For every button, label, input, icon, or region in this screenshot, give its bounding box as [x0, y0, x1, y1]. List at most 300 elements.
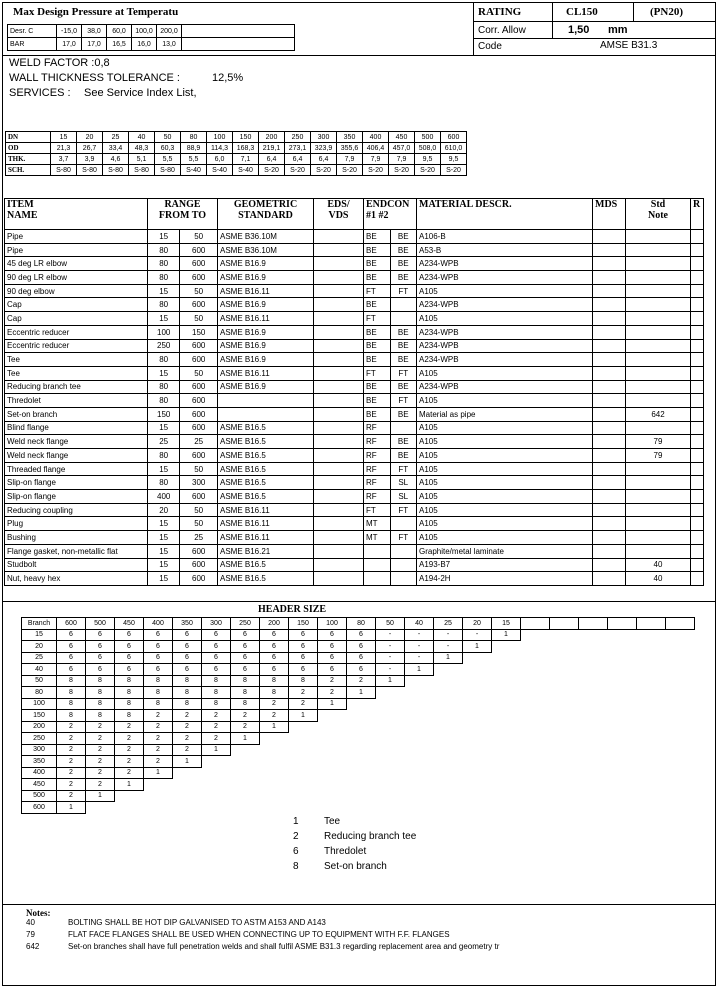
dimension-cell: 48,3	[129, 143, 155, 154]
blank-cell	[666, 687, 695, 699]
mds	[593, 572, 626, 586]
blank-cell	[260, 802, 289, 814]
branch-fitting-cell: 2	[115, 744, 144, 756]
dimension-cell: S-80	[77, 165, 103, 176]
endcon-2	[390, 421, 417, 435]
blank-cell	[289, 790, 318, 802]
branch-fitting-cell: 2	[202, 710, 231, 722]
branch-fitting-cell: 2	[173, 710, 202, 722]
eds-vds	[314, 243, 364, 257]
endcon-1: BE	[364, 325, 391, 339]
item-name: Set-on branch	[5, 407, 148, 421]
r-col	[691, 394, 704, 408]
blank-cell	[637, 779, 666, 791]
blank-cell	[405, 698, 434, 710]
material-descr: A105	[417, 462, 593, 476]
dimension-cell: S-20	[311, 165, 337, 176]
branch-fitting-cell: 2	[347, 675, 376, 687]
header-size-cell: 15	[492, 618, 521, 630]
temp-cell: 60,0	[107, 25, 132, 38]
blank-cell	[579, 652, 608, 664]
blank-cell	[637, 756, 666, 768]
legend-code: 2	[293, 831, 299, 842]
blank-cell	[434, 802, 463, 814]
col-range: RANGE	[164, 199, 201, 210]
range-to: 50	[180, 366, 218, 380]
branch-fitting-cell: 6	[115, 664, 144, 676]
blank-cell	[434, 767, 463, 779]
dimension-cell: 15	[51, 132, 77, 143]
material-descr: A105	[417, 476, 593, 490]
component-table	[4, 198, 704, 586]
legend-item	[293, 846, 367, 857]
branch-fitting-cell: 1	[492, 629, 521, 641]
mds	[593, 380, 626, 394]
blank-cell	[260, 767, 289, 779]
branch-fitting-cell: 6	[173, 629, 202, 641]
branch-fitting-cell: -	[463, 629, 492, 641]
item-name: Blind flange	[5, 421, 148, 435]
std-note	[626, 230, 691, 244]
note-code: 79	[26, 930, 35, 939]
branch-size-cell: 80	[22, 687, 57, 699]
blank-cell	[463, 756, 492, 768]
blank-cell	[492, 641, 521, 653]
range-to: 600	[180, 449, 218, 463]
blank-cell	[318, 802, 347, 814]
r-col	[691, 476, 704, 490]
header-size-cell: 25	[434, 618, 463, 630]
blank-cell	[637, 744, 666, 756]
blank-cell	[492, 779, 521, 791]
blank-cell	[521, 652, 550, 664]
blank-cell	[434, 698, 463, 710]
blank-cell	[463, 652, 492, 664]
dimension-cell: 80	[181, 132, 207, 143]
eds-vds	[314, 476, 364, 490]
mds	[593, 558, 626, 572]
blank-cell	[637, 710, 666, 722]
pressure-cell: 17,0	[57, 38, 82, 51]
dimension-cell: 400	[363, 132, 389, 143]
endcon-1: BE	[364, 380, 391, 394]
branch-header-row	[22, 618, 695, 630]
branch-fitting-cell: 2	[289, 698, 318, 710]
wall-thickness-label: WALL THICKNESS TOLERANCE :	[9, 72, 180, 84]
eds-vds	[314, 394, 364, 408]
blank-cell	[260, 779, 289, 791]
mds	[593, 325, 626, 339]
endcon-2: FT	[390, 503, 417, 517]
blank-cell	[579, 779, 608, 791]
blank-cell	[637, 652, 666, 664]
eds-vds	[314, 271, 364, 285]
blank-cell	[376, 698, 405, 710]
branch-fitting-cell: 2	[57, 756, 86, 768]
mds	[593, 531, 626, 545]
blank-cell	[492, 652, 521, 664]
branch-size-cell: 200	[22, 721, 57, 733]
blank-cell	[579, 756, 608, 768]
range-from: 400	[148, 490, 180, 504]
blank-cell	[318, 779, 347, 791]
dimension-cell: S-40	[207, 165, 233, 176]
material-descr: A194-2H	[417, 572, 593, 586]
dimension-cell: 33,4	[103, 143, 129, 154]
blank-cell	[405, 767, 434, 779]
blank-cell	[405, 756, 434, 768]
blank-cell	[666, 744, 695, 756]
material-descr: A53-B	[417, 243, 593, 257]
branch-fitting-cell: 1	[57, 802, 86, 814]
eds-vds	[314, 572, 364, 586]
branch-row	[22, 721, 695, 733]
endcon-2: BE	[390, 257, 417, 271]
mds	[593, 517, 626, 531]
std-note: 79	[626, 449, 691, 463]
geometric-standard: ASME B16.5	[218, 490, 314, 504]
branch-size-cell: 250	[22, 733, 57, 745]
std-note: 642	[626, 407, 691, 421]
blank-cell	[666, 629, 695, 641]
std-note	[626, 257, 691, 271]
branch-fitting-cell: 6	[347, 664, 376, 676]
std-note	[626, 366, 691, 380]
range-from: 80	[148, 449, 180, 463]
r-col	[691, 503, 704, 517]
blank-cell	[318, 733, 347, 745]
branch-row	[22, 641, 695, 653]
range-to: 600	[180, 298, 218, 312]
blank-cell	[376, 779, 405, 791]
wall-thickness-value: 12,5%	[212, 72, 244, 84]
blank-cell	[492, 790, 521, 802]
endcon-1: BE	[364, 394, 391, 408]
notes-section	[26, 908, 500, 954]
pressure-cell: 16,0	[132, 38, 157, 51]
material-descr: A105	[417, 284, 593, 298]
branch-fitting-cell: 6	[318, 629, 347, 641]
branch-fitting-cell: 1	[318, 698, 347, 710]
blank-cell	[608, 629, 637, 641]
blank-cell	[608, 710, 637, 722]
geometric-standard: ASME B16.9	[218, 380, 314, 394]
material-descr: A234-WPB	[417, 271, 593, 285]
std-note	[626, 271, 691, 285]
blank-cell	[289, 721, 318, 733]
blank-cell	[579, 675, 608, 687]
geometric-standard: ASME B16.21	[218, 544, 314, 558]
dimension-cell: 21,3	[51, 143, 77, 154]
branch-fitting-cell: 6	[260, 664, 289, 676]
endcon-2: BE	[390, 339, 417, 353]
blank-cell	[550, 767, 579, 779]
branch-fitting-cell: 2	[57, 721, 86, 733]
blank-cell	[347, 710, 376, 722]
geometric-standard: ASME B16.5	[218, 462, 314, 476]
blank-cell	[579, 744, 608, 756]
blank-cell	[666, 641, 695, 653]
branch-fitting-cell: 6	[260, 641, 289, 653]
blank-cell	[521, 641, 550, 653]
blank-cell	[637, 698, 666, 710]
range-from: 80	[148, 298, 180, 312]
eds-vds	[314, 257, 364, 271]
blank-cell	[550, 756, 579, 768]
blank-cell	[492, 687, 521, 699]
blank-cell	[318, 767, 347, 779]
col-r: R	[693, 199, 701, 210]
dimension-cell: 26,7	[77, 143, 103, 154]
branch-fitting-cell: 6	[260, 652, 289, 664]
endcon-2: BE	[390, 271, 417, 285]
dimension-label: OD	[6, 143, 51, 154]
blank-cell	[521, 721, 550, 733]
blank-cell	[521, 744, 550, 756]
branch-size-cell: 500	[22, 790, 57, 802]
endcon-2: BE	[390, 230, 417, 244]
component-row	[5, 366, 704, 380]
item-name: Pipe	[5, 243, 148, 257]
blank-cell	[608, 698, 637, 710]
note-code: 40	[26, 918, 35, 927]
branch-fitting-cell: 8	[231, 675, 260, 687]
range-from: 100	[148, 325, 180, 339]
item-name: Weld neck flange	[5, 449, 148, 463]
branch-size-cell: 600	[22, 802, 57, 814]
bar-label: BAR	[8, 38, 57, 51]
blank-cell	[173, 802, 202, 814]
component-row	[5, 517, 704, 531]
blank-cell	[666, 779, 695, 791]
dimension-label: DN	[6, 132, 51, 143]
blank-cell	[173, 767, 202, 779]
std-note	[626, 394, 691, 408]
item-name: Pipe	[5, 230, 148, 244]
dimension-cell: 40	[129, 132, 155, 143]
col-standard: STANDARD	[238, 210, 293, 221]
geometric-standard: ASME B16.9	[218, 353, 314, 367]
range-from: 15	[148, 558, 180, 572]
rating-vline	[552, 2, 553, 38]
dimension-cell: 88,9	[181, 143, 207, 154]
endcon-2	[390, 312, 417, 326]
dimension-cell: S-20	[389, 165, 415, 176]
blank-cell	[521, 710, 550, 722]
dimension-row	[6, 154, 467, 165]
dimension-cell: S-20	[285, 165, 311, 176]
blank-cell	[637, 733, 666, 745]
r-col	[691, 462, 704, 476]
branch-fitting-cell: 8	[202, 675, 231, 687]
branch-fitting-cell: 6	[289, 664, 318, 676]
endcon-2: BE	[390, 435, 417, 449]
std-note	[626, 339, 691, 353]
branch-fitting-cell: 1	[347, 687, 376, 699]
blank-cell	[666, 767, 695, 779]
range-to: 25	[180, 531, 218, 545]
blank-cell	[550, 687, 579, 699]
geometric-standard: ASME B16.9	[218, 271, 314, 285]
corr-label: Corr. Allow	[478, 25, 526, 36]
branch-row	[22, 802, 695, 814]
geometric-standard: ASME B16.11	[218, 366, 314, 380]
std-note	[626, 325, 691, 339]
branch-fitting-cell: 6	[173, 664, 202, 676]
eds-vds	[314, 298, 364, 312]
blank-cell	[492, 675, 521, 687]
col-endcon-nums: #1 #2	[366, 210, 389, 221]
item-name: Eccentric reducer	[5, 339, 148, 353]
branch-size-cell: 150	[22, 710, 57, 722]
col-item: ITEM	[7, 199, 34, 210]
geometric-standard: ASME B16.11	[218, 517, 314, 531]
branch-fitting-cell: 6	[289, 629, 318, 641]
range-from: 15	[148, 312, 180, 326]
blank-cell	[202, 756, 231, 768]
branch-fitting-cell: 6	[115, 629, 144, 641]
range-from: 150	[148, 407, 180, 421]
blank-cell	[579, 733, 608, 745]
branch-row	[22, 664, 695, 676]
blank-cell	[521, 767, 550, 779]
blank-cell	[376, 802, 405, 814]
range-to: 600	[180, 257, 218, 271]
blank-cell	[376, 744, 405, 756]
material-descr: A105	[417, 366, 593, 380]
endcon-2: SL	[390, 476, 417, 490]
branch-fitting-cell: 6	[202, 652, 231, 664]
range-to: 600	[180, 380, 218, 394]
range-to: 150	[180, 325, 218, 339]
branch-fitting-cell: 8	[173, 687, 202, 699]
blank-cell	[550, 802, 579, 814]
endcon-1: RF	[364, 421, 391, 435]
range-to: 600	[180, 544, 218, 558]
endcon-1	[364, 558, 391, 572]
std-note	[626, 462, 691, 476]
range-to: 50	[180, 462, 218, 476]
r-col	[691, 243, 704, 257]
component-row	[5, 544, 704, 558]
std-note	[626, 298, 691, 312]
blank-cell	[492, 756, 521, 768]
legend-item	[293, 861, 387, 872]
material-descr: Material as pipe	[417, 407, 593, 421]
branch-fitting-cell: 8	[173, 675, 202, 687]
temp-cell: 38,0	[82, 25, 107, 38]
blank-cell	[202, 790, 231, 802]
rating-vline	[633, 2, 634, 21]
pressure-table	[7, 24, 295, 51]
mds	[593, 339, 626, 353]
blank-cell	[608, 767, 637, 779]
material-descr: A105	[417, 490, 593, 504]
blank-cell	[463, 710, 492, 722]
branch-fitting-cell: 6	[86, 652, 115, 664]
branch-fitting-cell: 2	[144, 733, 173, 745]
r-col	[691, 325, 704, 339]
item-name: Threaded flange	[5, 462, 148, 476]
branch-fitting-cell: 6	[347, 629, 376, 641]
branch-fitting-cell: -	[376, 652, 405, 664]
endcon-2: FT	[390, 284, 417, 298]
note-text: BOLTING SHALL BE HOT DIP GALVANISED TO ASTM A153 AND A143	[68, 918, 326, 927]
range-from: 80	[148, 257, 180, 271]
header-divider	[2, 55, 716, 56]
component-row	[5, 407, 704, 421]
item-name: Tee	[5, 353, 148, 367]
r-col	[691, 544, 704, 558]
range-from: 80	[148, 243, 180, 257]
dimension-cell: 7,9	[337, 154, 363, 165]
col-name: NAME	[7, 210, 38, 221]
item-name: Reducing coupling	[5, 503, 148, 517]
blank-cell	[637, 721, 666, 733]
dimension-cell: 50	[155, 132, 181, 143]
blank-cell	[550, 664, 579, 676]
legend-item	[293, 816, 341, 827]
branch-fitting-cell: -	[376, 641, 405, 653]
eds-vds	[314, 421, 364, 435]
blank-cell	[666, 675, 695, 687]
blank-cell	[550, 790, 579, 802]
branch-fitting-cell: 6	[115, 652, 144, 664]
component-row	[5, 312, 704, 326]
blank-cell	[521, 733, 550, 745]
eds-vds	[314, 558, 364, 572]
blank-cell	[579, 698, 608, 710]
range-from: 80	[148, 380, 180, 394]
geometric-standard: ASME B16.5	[218, 449, 314, 463]
material-descr: A105	[417, 312, 593, 326]
dimension-cell: 6,4	[259, 154, 285, 165]
blank-cell	[434, 790, 463, 802]
branch-fitting-cell: 8	[115, 675, 144, 687]
branch-size-cell: 50	[22, 675, 57, 687]
empty-cell	[579, 618, 608, 630]
mds	[593, 490, 626, 504]
component-row	[5, 325, 704, 339]
dimension-row	[6, 143, 467, 154]
branch-fitting-cell: 1	[202, 744, 231, 756]
branch-fitting-cell: 6	[57, 629, 86, 641]
blank-cell	[579, 721, 608, 733]
mds	[593, 366, 626, 380]
blank-cell	[173, 779, 202, 791]
blank-cell	[376, 721, 405, 733]
legend-label: Thredolet	[324, 846, 367, 857]
component-header-row	[5, 199, 704, 230]
branch-fitting-cell: 2	[173, 721, 202, 733]
r-col	[691, 230, 704, 244]
blank-cell	[550, 652, 579, 664]
blank-cell	[434, 675, 463, 687]
rating-label: RATING	[478, 6, 522, 18]
endcon-2	[390, 558, 417, 572]
endcon-1: RF	[364, 490, 391, 504]
eds-vds	[314, 380, 364, 394]
geometric-standard: ASME B16.11	[218, 503, 314, 517]
branch-fitting-cell: 2	[231, 710, 260, 722]
branch-fitting-cell: 1	[405, 664, 434, 676]
component-row	[5, 353, 704, 367]
std-note	[626, 421, 691, 435]
blank-cell	[434, 744, 463, 756]
branch-fitting-cell: 6	[231, 641, 260, 653]
blank-cell	[434, 779, 463, 791]
branch-fitting-cell: 6	[231, 652, 260, 664]
